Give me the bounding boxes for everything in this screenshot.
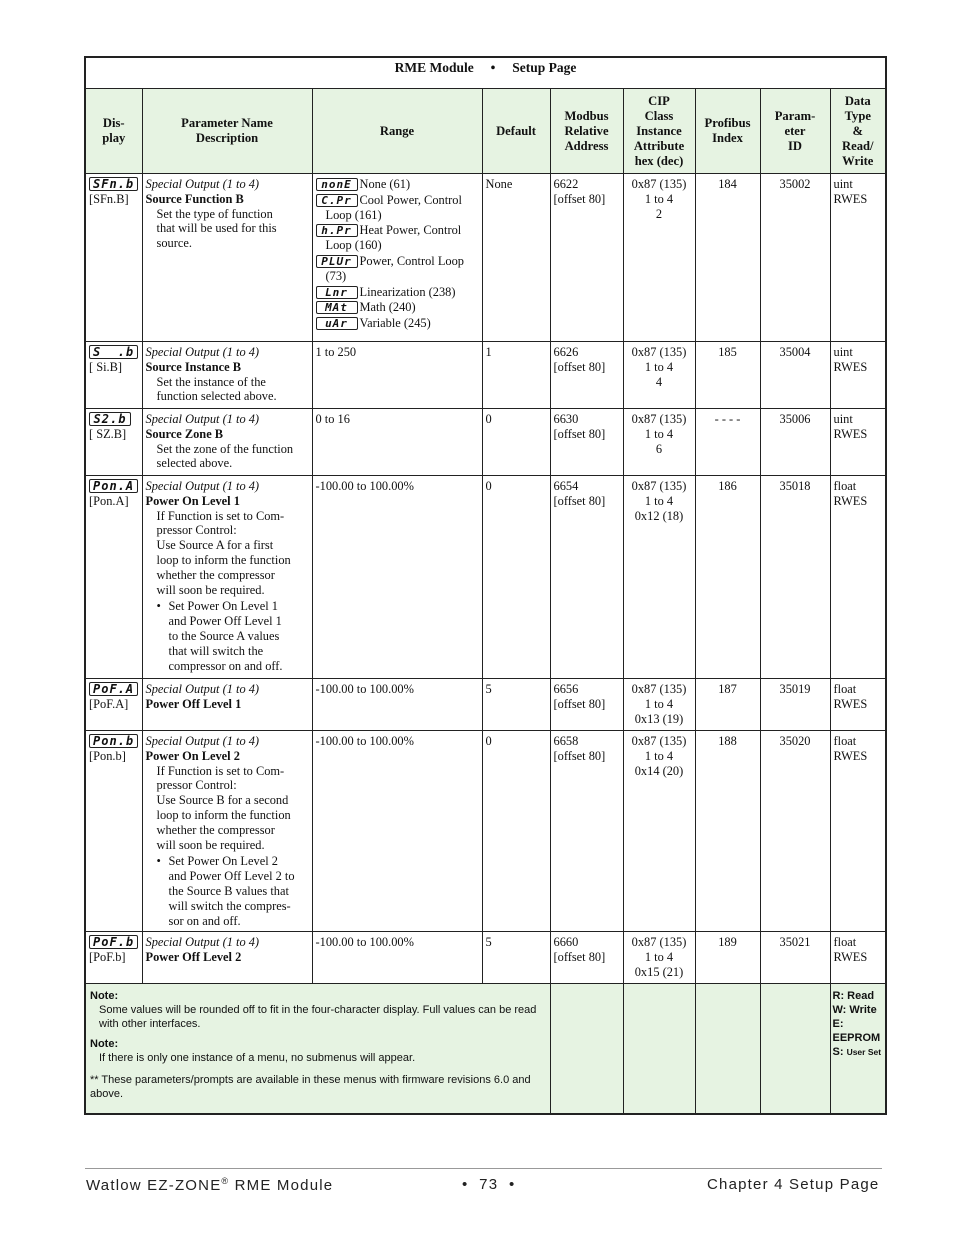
range-value: -100.00 to 100.00% <box>312 731 482 932</box>
table-row <box>85 932 886 984</box>
range-value: 0 to 16 <box>312 409 482 476</box>
cip-class: 0x87 (135) <box>631 935 687 949</box>
range-value: -100.00 to 100.00% <box>312 476 482 679</box>
table-row <box>85 476 886 679</box>
parameter-id: 35020 <box>760 731 830 932</box>
display-text: [Pon.A] <box>89 493 129 508</box>
param-name: Source Zone B <box>145 426 224 441</box>
cip-attribute: 6 <box>655 441 663 456</box>
range-code: uAr <box>316 317 358 330</box>
data-type: uint <box>833 412 853 426</box>
modbus-offset: [offset 80] <box>553 949 606 964</box>
param-desc-line: function selected above. <box>156 389 277 404</box>
cip-attribute: 2 <box>655 206 663 221</box>
read-write: RWES <box>833 359 868 374</box>
data-type: float <box>833 935 857 949</box>
header-parameter: Parameter Name Description <box>142 89 312 174</box>
modbus-address: 6656 <box>553 682 579 696</box>
param-desc-line: pressor Control: <box>156 778 237 793</box>
read-write: RWES <box>833 426 868 441</box>
default-value: 1 <box>482 342 550 409</box>
param-desc-line: Set the zone of the function <box>156 441 294 456</box>
cip-attribute: 0x13 (19) <box>634 711 684 726</box>
legend-user-set-key: S: <box>832 1046 844 1058</box>
note-heading: Note: <box>90 1038 119 1050</box>
bullet-line: sor on and off. <box>168 913 241 928</box>
param-name: Source Function B <box>145 191 244 206</box>
modbus-offset: [offset 80] <box>553 696 606 711</box>
range-code: PLUr <box>316 255 358 268</box>
footer-chapter: Chapter 4 Setup Page <box>707 1176 880 1193</box>
range-code: MAt <box>316 301 358 314</box>
bullet-line: Set Power On Level 2 <box>168 854 278 869</box>
header-row <box>85 89 886 174</box>
param-desc-line: will soon be required. <box>156 837 265 852</box>
note-heading: Note: <box>90 990 119 1002</box>
cip-attribute: 0x14 (20) <box>634 763 684 778</box>
cip-instance: 1 to 4 <box>644 359 674 374</box>
table-row <box>85 731 886 932</box>
display-code: Pon.A <box>89 479 138 493</box>
display-text: [PoF.b] <box>89 949 126 964</box>
registered-mark: ® <box>221 1176 230 1186</box>
range-code: h.Pr <box>316 224 358 237</box>
rw-legend <box>830 984 886 1114</box>
param-desc-line: Set the type of function <box>156 206 273 221</box>
default-value: 0 <box>482 409 550 476</box>
display-code: Pon.b <box>89 734 138 748</box>
legend-user-set <box>833 1045 884 1059</box>
read-write: RWES <box>833 748 868 763</box>
param-desc-line: If Function is set to Com- <box>156 763 285 778</box>
range-option <box>316 177 479 192</box>
range-text: Power, Control Loop <box>359 253 464 268</box>
range-option <box>316 254 479 284</box>
default-value: 5 <box>482 932 550 984</box>
cip-instance: 1 to 4 <box>644 696 674 711</box>
notes-row <box>85 984 886 1114</box>
header-default: Default <box>482 89 550 174</box>
modbus-address: 6630 <box>553 412 579 426</box>
table-row <box>85 679 886 731</box>
param-desc-line: whether the compressor <box>156 567 275 582</box>
footer-divider <box>85 1168 882 1169</box>
param-desc-line: loop to inform the function <box>156 807 291 822</box>
data-type: uint <box>833 177 853 191</box>
modbus-address: 6622 <box>553 177 579 191</box>
param-name: Power Off Level 1 <box>145 696 242 711</box>
header-cip: CIP Class Instance Attribute hex (dec) <box>623 89 695 174</box>
modbus-offset: [offset 80] <box>553 426 606 441</box>
bullet-line: Set Power On Level 1 <box>168 599 278 614</box>
setup-parameter-table <box>84 56 887 1115</box>
display-text: [PoF.A] <box>89 696 129 711</box>
notes-empty-cell <box>695 984 760 1114</box>
range-option <box>316 300 479 315</box>
bullet-line: the Source B values that <box>168 883 289 898</box>
modbus-address: 6660 <box>553 935 579 949</box>
footer-module: RME Module <box>229 1177 334 1194</box>
read-write: RWES <box>833 191 868 206</box>
param-desc-line: will soon be required. <box>156 582 265 597</box>
bullet-dot-icon: • <box>156 599 161 614</box>
read-write: RWES <box>833 949 868 964</box>
param-desc-line: If Function is set to Com- <box>156 508 285 523</box>
profibus-index: 184 <box>695 174 760 342</box>
param-category: Special Output (1 to 4) <box>145 345 260 359</box>
display-code: S2.b <box>89 412 131 426</box>
range-value: -100.00 to 100.00% <box>312 679 482 731</box>
cip-class: 0x87 (135) <box>631 345 687 359</box>
param-bullet <box>146 599 309 673</box>
range-option <box>316 285 479 300</box>
param-desc-line: pressor Control: <box>156 523 237 538</box>
range-option <box>316 223 479 253</box>
range-option <box>316 193 479 223</box>
modbus-offset: [offset 80] <box>553 359 606 374</box>
cip-instance: 1 to 4 <box>644 493 674 508</box>
note-text: If there is only one instance of a menu, no submenus will appear. <box>99 1052 416 1064</box>
param-desc-line: Use Source B for a second <box>156 793 289 808</box>
param-desc-line: Set the instance of the <box>156 374 266 389</box>
cip-instance: 1 to 4 <box>644 191 674 206</box>
note-firmware: ** These parameters/prompts are available in these menus with firmware revisions 6.0 and above. <box>90 1074 531 1100</box>
profibus-index: 186 <box>695 476 760 679</box>
data-type: float <box>833 479 857 493</box>
data-type: float <box>833 682 857 696</box>
notes-cell <box>85 984 550 1114</box>
bullet-dot-icon: • <box>156 854 161 869</box>
cip-attribute: 0x15 (21) <box>634 964 684 979</box>
header-data-type: Data Type & Read/ Write <box>830 89 886 174</box>
notes-empty-cell <box>760 984 830 1114</box>
cip-class: 0x87 (135) <box>631 177 687 191</box>
range-text-cont: Loop (160) <box>325 238 382 253</box>
range-text: Variable (245) <box>359 316 431 331</box>
display-text: [ Si.B] <box>89 359 123 374</box>
display-code: S .b <box>89 345 138 359</box>
bullet-line: compressor on and off. <box>168 658 283 673</box>
table-row <box>85 409 886 476</box>
profibus-index: 185 <box>695 342 760 409</box>
bullet-line: will switch the compres- <box>168 898 291 913</box>
modbus-address: 6626 <box>553 345 579 359</box>
display-code: SFn.b <box>89 177 138 191</box>
bullet-line: and Power Off Level 2 to <box>168 869 295 884</box>
param-desc-line: Use Source A for a first <box>156 538 274 553</box>
range-text: Linearization (238) <box>359 284 456 299</box>
bullet-line: and Power Off Level 1 <box>168 614 282 629</box>
cip-attribute: 4 <box>655 374 663 389</box>
param-desc-line: source. <box>156 236 192 251</box>
footer-product <box>86 1176 333 1194</box>
data-type: uint <box>833 345 853 359</box>
cip-class: 0x87 (135) <box>631 412 687 426</box>
table-title: RME Module • Setup Page <box>85 57 886 89</box>
range-option <box>316 316 479 331</box>
legend-user-set-value: User Set <box>846 1047 882 1057</box>
param-desc-line: loop to inform the function <box>156 552 291 567</box>
default-value: 0 <box>482 731 550 932</box>
range-text: Math (240) <box>359 300 416 315</box>
param-category: Special Output (1 to 4) <box>145 734 260 748</box>
cip-class: 0x87 (135) <box>631 682 687 696</box>
param-bullet <box>146 854 309 928</box>
default-value: 0 <box>482 476 550 679</box>
header-param-id: Param- eter ID <box>760 89 830 174</box>
param-desc-line: whether the compressor <box>156 822 275 837</box>
profibus-index: 187 <box>695 679 760 731</box>
modbus-address: 6658 <box>553 734 579 748</box>
notes-empty-cell <box>550 984 623 1114</box>
param-category: Special Output (1 to 4) <box>145 177 260 191</box>
param-name: Power Off Level 2 <box>145 949 242 964</box>
legend-read: R: Read <box>832 990 875 1002</box>
modbus-offset: [offset 80] <box>553 493 606 508</box>
range-value: 1 to 250 <box>312 342 482 409</box>
parameter-id: 35019 <box>760 679 830 731</box>
header-display: Dis- play <box>85 89 142 174</box>
cip-instance: 1 to 4 <box>644 748 674 763</box>
footer-brand: Watlow EZ-ZONE <box>86 1177 222 1194</box>
range-text: None (61) <box>359 177 411 191</box>
bullet-line: to the Source A values <box>168 628 280 643</box>
cip-class: 0x87 (135) <box>631 479 687 493</box>
note-text: Some values will be rounded off to fit in the four-character display. Full values can be read with other interfaces. <box>99 1004 537 1030</box>
display-text: [Pon.b] <box>89 748 126 763</box>
range-value: -100.00 to 100.00% <box>312 932 482 984</box>
display-code: PoF.A <box>89 682 138 696</box>
cip-class: 0x87 (135) <box>631 734 687 748</box>
legend-write: W: Write <box>832 1004 877 1016</box>
header-range: Range <box>312 89 482 174</box>
range-text: Cool Power, Control <box>359 192 462 207</box>
modbus-address: 6654 <box>553 479 579 493</box>
table-row <box>85 342 886 409</box>
parameter-id: 35018 <box>760 476 830 679</box>
parameter-id: 35002 <box>760 174 830 342</box>
page-number: • 73 • <box>462 1176 516 1193</box>
param-category: Special Output (1 to 4) <box>145 479 260 493</box>
table-row <box>85 174 886 342</box>
param-category: Special Output (1 to 4) <box>145 935 260 949</box>
param-desc-line: selected above. <box>156 456 233 471</box>
display-text: [SFn.B] <box>89 191 129 206</box>
parameter-id: 35006 <box>760 409 830 476</box>
param-name: Source Instance B <box>145 359 241 374</box>
bullet-line: that will switch the <box>168 643 264 658</box>
header-modbus: Modbus Relative Address <box>550 89 623 174</box>
display-text: [ SZ.B] <box>89 426 127 441</box>
range-text-cont: Loop (161) <box>325 207 382 222</box>
default-value: None <box>482 174 550 342</box>
cip-attribute: 0x12 (18) <box>634 508 684 523</box>
param-desc-line: that will be used for this <box>156 221 277 236</box>
param-category: Special Output (1 to 4) <box>145 412 260 426</box>
cip-instance: 1 to 4 <box>644 949 674 964</box>
legend-eeprom: E: EEPROM <box>832 1018 881 1044</box>
display-code: PoF.b <box>89 935 138 949</box>
modbus-offset: [offset 80] <box>553 191 606 206</box>
param-name: Power On Level 1 <box>145 493 240 508</box>
param-name: Power On Level 2 <box>145 748 240 763</box>
read-write: RWES <box>833 493 868 508</box>
read-write: RWES <box>833 696 868 711</box>
parameter-id: 35021 <box>760 932 830 984</box>
data-type: float <box>833 734 857 748</box>
profibus-index: - - - - <box>695 409 760 476</box>
range-code: C.Pr <box>316 194 358 207</box>
range-text: Heat Power, Control <box>359 223 462 238</box>
range-code: Lnr <box>316 286 358 299</box>
profibus-index: 189 <box>695 932 760 984</box>
header-profibus: Profibus Index <box>695 89 760 174</box>
notes-empty-cell <box>623 984 695 1114</box>
cip-instance: 1 to 4 <box>644 426 674 441</box>
modbus-offset: [offset 80] <box>553 748 606 763</box>
param-category: Special Output (1 to 4) <box>145 682 260 696</box>
parameter-id: 35004 <box>760 342 830 409</box>
range-code: nonE <box>316 178 358 191</box>
default-value: 5 <box>482 679 550 731</box>
range-text-cont: (73) <box>325 268 347 283</box>
profibus-index: 188 <box>695 731 760 932</box>
